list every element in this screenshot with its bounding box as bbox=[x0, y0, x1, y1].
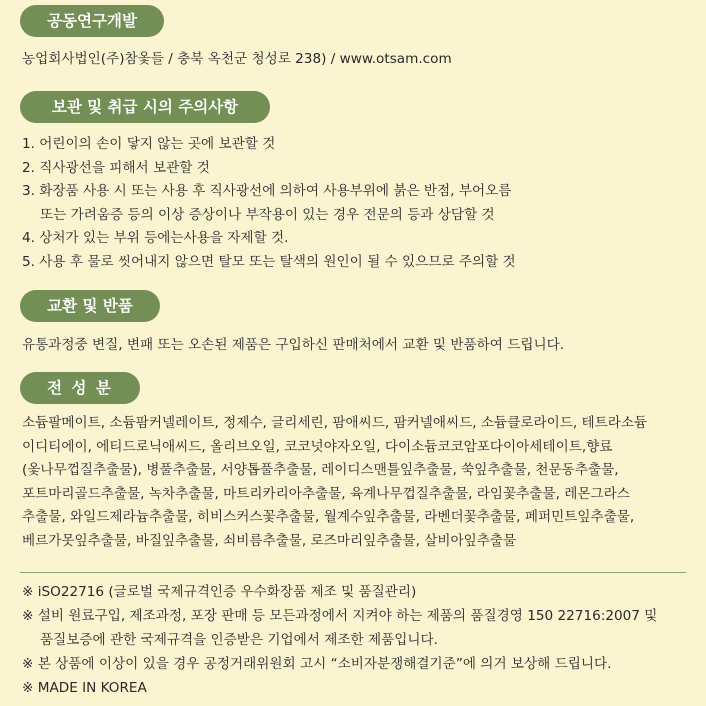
ingredients-line: 포트마리골드추출물, 녹차추출물, 마트리카리아추출물, 육계나무껍질추출물, 라임꽃추출물, 레몬그라스 bbox=[22, 485, 630, 502]
heading-joint-research: 공동연구개발 bbox=[20, 5, 164, 37]
precaution-item: 4. 상처가 있는 부위 등에는사용을 자제할 것. bbox=[22, 230, 289, 246]
precaution-item: 2. 직사광선을 피해서 보관할 것 bbox=[22, 159, 210, 176]
section-divider bbox=[20, 572, 686, 573]
ingredients-line: (옻나무껍질추출물), 병풀추출물, 서양톱풀추출물, 레이디스맨틀잎추출물, 쑥잎추출물, 천문동추출물, bbox=[22, 462, 619, 478]
ingredients-line: 베르가못잎추출물, 바질잎추출물, 쇠비름추출물, 로즈마리잎추출물, 살비아잎추출물 bbox=[22, 532, 517, 549]
exchange-text-block bbox=[22, 334, 692, 358]
note-item-continuation: 품질보증에 관한 국제규격을 인증받은 기업에서 제조한 제품입니다. bbox=[40, 632, 438, 648]
heading-ingredients: 전 성 분 bbox=[20, 372, 140, 404]
ingredients-line: 추출물, 와일드제라늄추출물, 히비스커스꽃추출물, 월계수잎추출물, 라벤더꽃추출물, 페퍼민트잎추출물, bbox=[22, 509, 635, 525]
heading-precautions: 보관 및 취급 시의 주의사항 bbox=[20, 91, 270, 123]
precautions-list bbox=[22, 133, 692, 274]
ingredients-line: 이디티에이, 에티드로닉애씨드, 올리브오일, 코코넛야자오일, 다이소듐코코암포다이아세테이트,향료 bbox=[22, 438, 613, 455]
note-item: ※ 본 상품에 이상이 있을 경우 공정거래위원회 고시 “소비자분쟁해결기준”에 의거 보상해 드립니다. bbox=[22, 656, 612, 672]
joint-research-text-block bbox=[22, 48, 692, 72]
precaution-item-continuation: 또는 가려움증 등의 이상 증상이나 부작용이 있는 경우 전문의 등과 상담할 것 bbox=[40, 206, 495, 223]
notes-list bbox=[22, 580, 692, 700]
note-item: ※ MADE IN KOREA bbox=[22, 680, 147, 696]
note-item: ※ iSO22716 (글로벌 국제규격인증 우수화장품 제조 및 품질관리) bbox=[22, 584, 417, 600]
joint-research-text: 농업회사법인(주)참옻들 / 충북 옥천군 청성로 238) / www.otsam.com bbox=[22, 51, 452, 67]
exchange-text: 유통과정중 변질, 변패 또는 오손된 제품은 구입하신 판매처에서 교환 및 반품하여 드립니다. bbox=[22, 337, 565, 353]
precaution-item: 3. 화장품 사용 시 또는 사용 후 직사광선에 의하여 사용부위에 붉은 반점, 부어오름 bbox=[22, 183, 512, 199]
ingredients-list bbox=[22, 412, 692, 553]
note-item: ※ 설비 원료구입, 제조과정, 포장 판매 등 모든과정에서 지켜야 하는 제품의 품질경영 150 22716:2007 및 bbox=[22, 608, 658, 624]
ingredients-line: 소듐팔메이트, 소듐팜커넬레이트, 정제수, 글리세린, 팜애씨드, 팜커넬애씨드, 소듐클로라이드, 테트라소듐 bbox=[22, 415, 648, 431]
precaution-item: 1. 어린이의 손이 닿지 않는 곳에 보관할 것 bbox=[22, 136, 276, 152]
heading-exchange: 교환 및 반품 bbox=[20, 290, 160, 322]
precaution-item: 5. 사용 후 물로 씻어내지 않으면 탈모 또는 탈색의 원인이 될 수 있으므로 주의할 것 bbox=[22, 253, 516, 270]
